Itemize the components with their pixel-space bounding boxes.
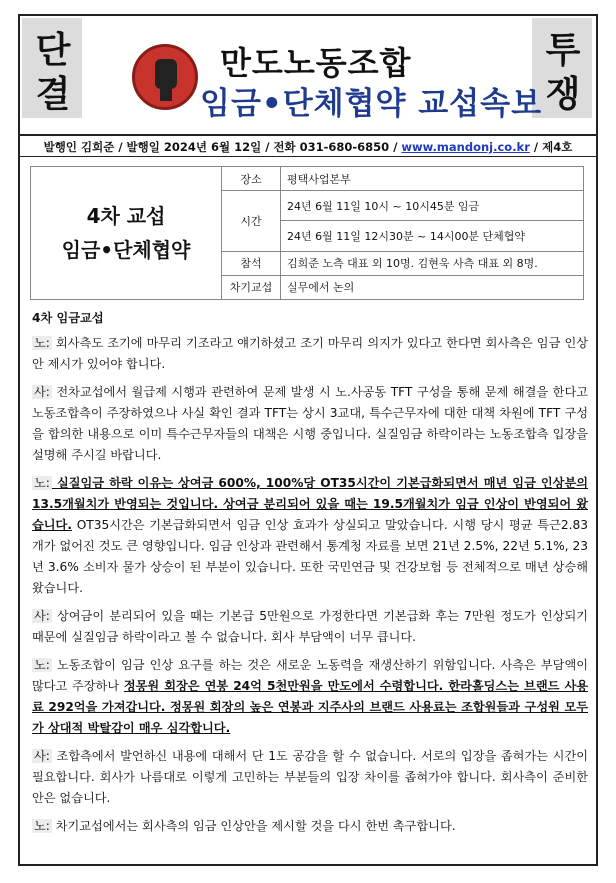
bulletin-page [18, 14, 598, 866]
right-char-1: 투 [545, 29, 581, 71]
paragraph-5: 노: 노동조합이 임금 인상 요구를 하는 것은 새로운 노동력을 재생산하기 위함입니다. 사측은 부담액이 많다고 주장하나 정몽원 회장은 연봉 24억 5천만원을 만도에서 수령합니다. 한라홀딩스는 브랜드 사용료 292억을 가져갑니다. 정몽원 회장의 높은 연봉과 지주사의 브랜드 사용료는 조합원들과 구성원 모두가 상대적 박탈감이 매우 심각합니다. [32, 658, 588, 735]
raised-fist-icon [132, 44, 198, 110]
paragraph-2: 사: 전차교섭에서 월급제 시행과 관련하여 문제 발생 시 노.사공동 TFT 구성을 통해 문제 해결을 한다고 노동조합측이 주장하였으나 사실 확인 결과 TFT는 상시 3교대, 특수근무자에 대한 대책 차원에 TFT 구성을 합의한 내용으로 이미 특수근무자들의 대책은 시행 중입니다. 실질임금 하락이라는 노동조합측 입장을 설명해 주시길 바랍니다. [32, 385, 588, 462]
meeting-info-table [30, 166, 584, 300]
meeting-title: 4차 교섭 임금•단체협약 [31, 167, 222, 300]
paragraph-6: 사: 조합측에서 발언하신 내용에 대해서 단 1도 공감을 할 수 없습니다. 서로의 입장을 좁혀가는 시간이 필요합니다. 회사가 나름대로 이렇게 고민하는 부분들의 입장 차이를 좁혀가야 합니다. 회사측이 준비한 안은 없습니다. [32, 749, 588, 805]
attend-value: 김희준 노측 대표 외 10명. 김현욱 사측 대표 외 8명. [281, 251, 584, 275]
bulletin-title: 임금•단체협약 교섭속보 [200, 86, 543, 122]
union-name: 만도노동조합 [220, 44, 412, 82]
place-label: 장소 [222, 167, 281, 191]
time-value-2: 24년 6월 11일 12시30분 ~ 14시00분 단체협약 [281, 221, 584, 251]
place-value: 평택사업본부 [281, 167, 584, 191]
paragraph-3: 노: 실질임금 하락 이유는 상여금 600%, 100%당 OT35시간이 기본급화되면서 매년 임금 인상분의 13.5개월치가 반영되는 것입니다. 상여금 분리되어 있을 때는 19.5개월치가 임금 인상이 반영되어 왔습니다. OT35시간은 기본급화되면서 임금 인상 효과가 상실되고 말았습니다. 시행 당시 평균 특근2.83개가 없어진 것도 큰 영향입니다. 임금 인상과 관련해서 통계청 자료를 보면 21년 2.5%, 22년 5.1%, 23년 3.6% 소비자 물가 상승이 된 부분이 있습니다. 또한 국민연금 및 건강보험 등 전체적으로 매년 상승해 왔습니다. [32, 476, 588, 595]
issue-number: / 제4호 [529, 140, 573, 154]
left-char-2: 결 [35, 73, 71, 115]
paragraph-4: 사: 상여금이 분리되어 있을 때는 기본급 5만원으로 가정한다면 기본급화 후는 7만원 정도가 인상되기 때문에 실질임금 하락이라고 볼 수 없습니다. 회사 부담액이 너무 큽니다. [32, 609, 588, 644]
section-title: 4차 임금교섭 [32, 311, 104, 325]
left-char-1: 단 [35, 29, 71, 71]
next-value: 실무에서 논의 [281, 275, 584, 299]
publisher-info: 발행인 김희준 / 발행일 2024년 6월 12일 / 전화 031-680-6850 / [43, 140, 402, 154]
attend-label: 참석 [222, 251, 281, 275]
paragraph-1: 노: 회사측도 조기에 마무리 기조라고 얘기하셨고 조기 마무리 의지가 있다고 한다면 회사측은 임금 인상 안 제시가 있어야 합니다. [32, 336, 588, 371]
right-char-2: 쟁 [545, 73, 581, 115]
next-label: 차기교섭 [222, 275, 281, 299]
website-link[interactable]: www.mandonj.co.kr [401, 140, 530, 154]
paragraph-7: 노: 차기교섭에서는 회사측의 임금 인상안을 제시할 것을 다시 한번 촉구합니다. [34, 819, 456, 833]
time-value-1: 24년 6월 11일 10시 ~ 10시45분 임금 [281, 191, 584, 221]
minutes-body [32, 308, 588, 844]
time-label: 시간 [222, 191, 281, 251]
